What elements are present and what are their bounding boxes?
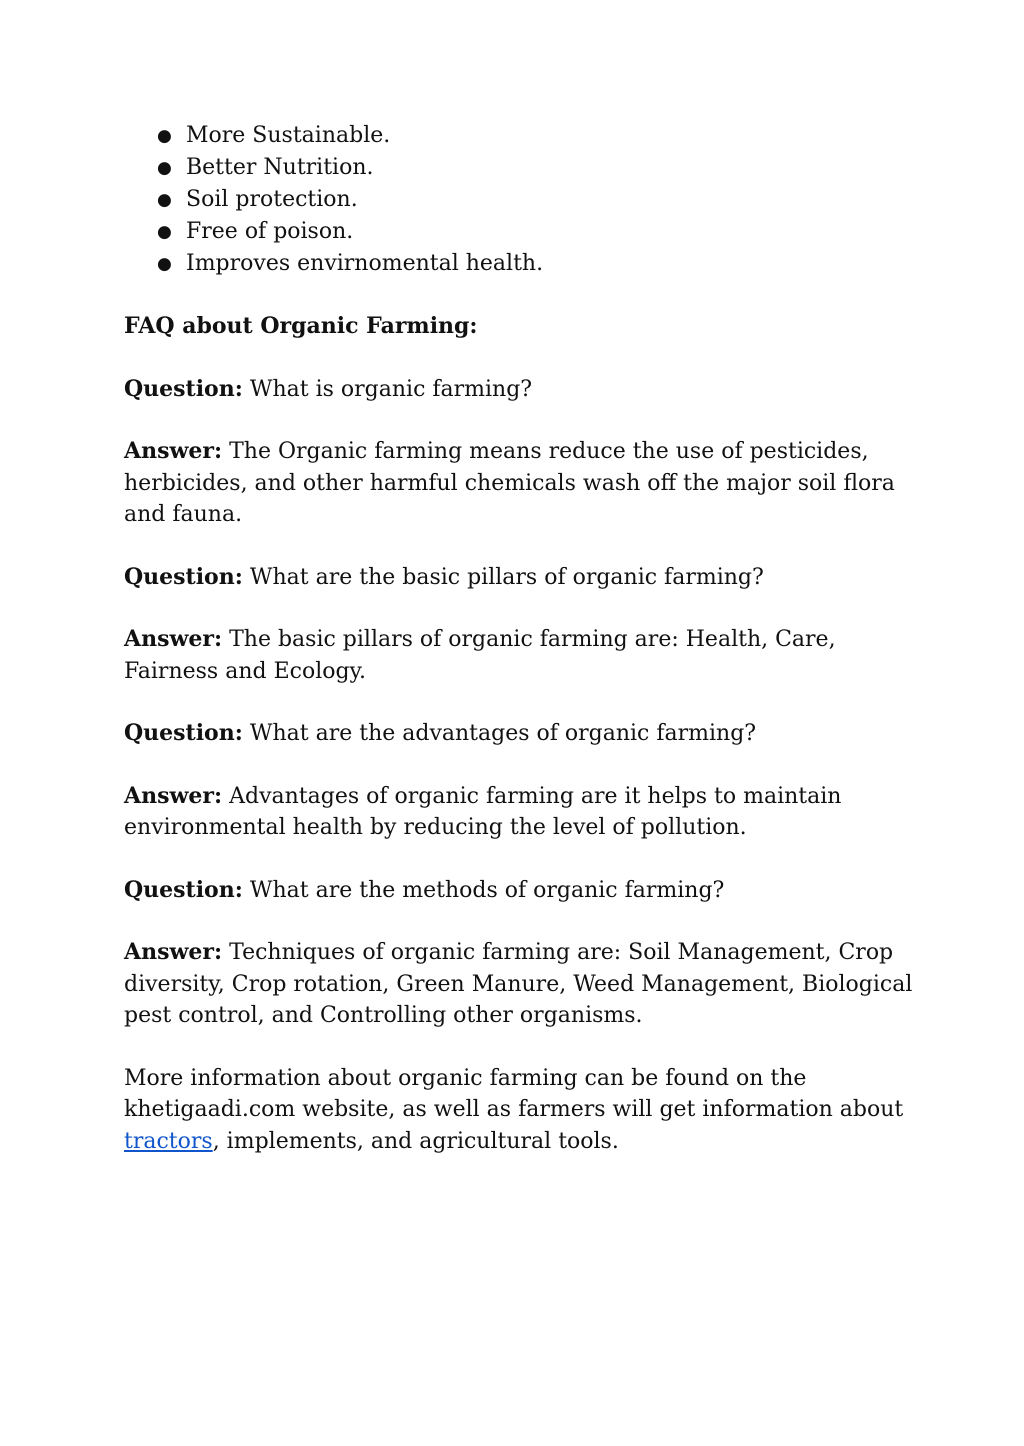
list-item [124, 184, 914, 216]
bullet-icon: ● [157, 158, 172, 178]
question-text: What are the basic pillars of organic farming? [242, 564, 764, 590]
faq-question [124, 718, 914, 750]
list-item-text: Free of poison. [186, 219, 354, 244]
list-item [124, 152, 914, 184]
faq-question [124, 562, 914, 594]
list-item [124, 248, 914, 280]
bullet-icon: ● [157, 126, 172, 146]
question-label: Question: [124, 876, 243, 903]
question-label: Question: [124, 720, 243, 746]
closing-paragraph [124, 1063, 914, 1158]
question-text: What are the methods of organic farming? [242, 877, 725, 903]
faq-answer [124, 781, 914, 844]
faq-answer [124, 624, 914, 687]
faq-answer [124, 937, 914, 1032]
bullet-icon: ● [157, 222, 172, 242]
question-text: What are the advantages of organic farming? [242, 721, 757, 746]
answer-text: The basic pillars of organic farming are: Health, Care, Fairness and Ecology. [124, 627, 836, 684]
closing-text-before: More information about organic farming can be found on the khetigaadi.com website, as well as farmers will get information about [124, 1065, 904, 1122]
answer-text: Advantages of organic farming are it helps to maintain environmental health by reducing the level of pollution. [124, 783, 842, 840]
list-item-text: More Sustainable. [186, 123, 391, 148]
closing-text-after: , implements, and agricultural tools. [212, 1128, 619, 1154]
bullet-icon: ● [157, 254, 172, 274]
question-label: Question: [124, 563, 243, 590]
answer-label: Answer: [124, 939, 223, 965]
faq-question [124, 374, 914, 406]
bullet-icon: ● [157, 190, 172, 210]
question-text: What is organic farming? [242, 376, 533, 402]
document-page [124, 120, 914, 1157]
tractors-link[interactable]: tractors [124, 1128, 213, 1154]
list-item [124, 216, 914, 248]
answer-label: Answer: [124, 438, 223, 464]
question-label: Question: [124, 375, 243, 402]
list-item [124, 120, 914, 152]
faq-answer [124, 436, 914, 531]
answer-label: Answer: [124, 626, 223, 652]
answer-text: Techniques of organic farming are: Soil Management, Crop diversity, Crop rotation, Green Manure, Weed Management, Biological pest control, and Controlling other organisms. [124, 940, 913, 1028]
list-item-text: Improves envirnomental health. [186, 251, 544, 276]
answer-text: The Organic farming means reduce the use of pesticides, herbicides, and other harmful chemicals wash off the major soil flora and fauna. [124, 439, 895, 527]
faq-heading: FAQ about Organic Farming: [124, 313, 478, 339]
list-item-text: Better Nutrition. [186, 155, 374, 180]
faq-question [124, 875, 914, 907]
answer-label: Answer: [124, 782, 223, 809]
list-item-text: Soil protection. [186, 187, 358, 212]
benefits-list [124, 120, 914, 280]
